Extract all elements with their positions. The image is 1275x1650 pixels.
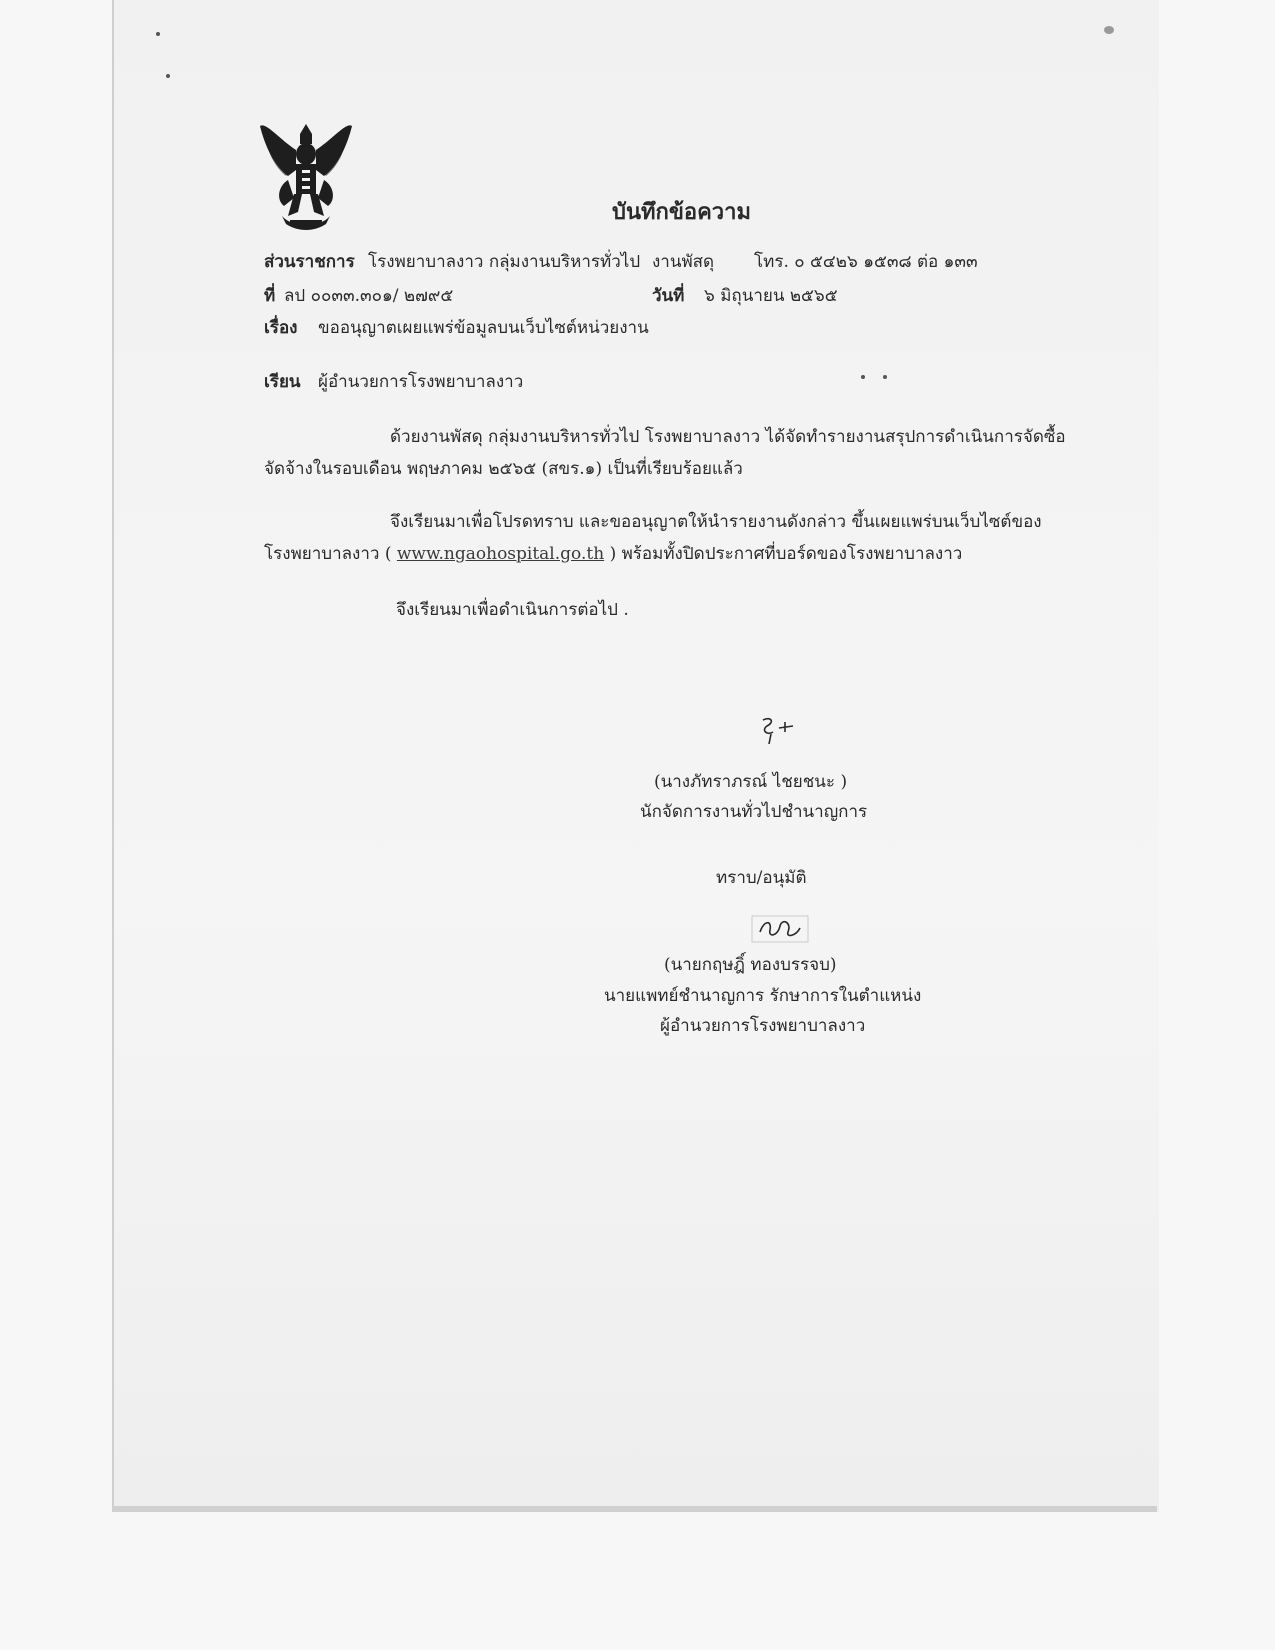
signer-1-name: (นางภัทราภรณ์ ไชยชนะ ) xyxy=(654,772,848,792)
date-value: ๖ มิถุนายน ๒๕๖๕ xyxy=(704,286,838,306)
phone-number: โทร. ๐ ๕๔๒๖ ๑๕๓๘ ต่อ ๑๓๓ xyxy=(754,252,978,272)
body-paragraph-2-line-1: จึงเรียนมาเพื่อโปรดทราบ และขออนุญาตให้นำรายงานดังกล่าว ขึ้นเผยแพร่บนเว็บไซต์ของ xyxy=(390,512,1042,532)
agency-label: ส่วนราชการ xyxy=(264,252,355,272)
reference-label: ที่ xyxy=(264,286,276,306)
approver-position-1: นายแพทย์ชำนาญการ รักษาการในตำแหน่ง xyxy=(604,986,922,1006)
approval-label: ทราบ/อนุมัติ xyxy=(716,868,807,888)
approver-name: (นายกฤษฎิ์ ทองบรรจบ) xyxy=(664,955,837,975)
body-paragraph-2-suffix: ) พร้อมทั้งปิดประกาศที่บอร์ดของโรงพยาบาลงาว xyxy=(609,544,963,564)
recipient-label: เรียน xyxy=(264,372,301,392)
page-edge-shadow xyxy=(112,1506,1157,1512)
subject-label: เรื่อง xyxy=(264,318,298,338)
signature-2-mark xyxy=(750,912,810,946)
body-paragraph-2-line-2 xyxy=(264,542,962,566)
approver-position-2: ผู้อำนวยการโรงพยาบาลงาว xyxy=(660,1016,866,1036)
body-paragraph-1-line-2: จัดจ้างในรอบเดือน พฤษภาคม ๒๕๖๕ (สขร.๑) เป็นที่เรียบร้อยแล้ว xyxy=(264,459,743,479)
subject-value: ขออนุญาตเผยแพร่ข้อมูลบนเว็บไซต์หน่วยงาน xyxy=(318,318,649,338)
reference-number: ลป ๐๐๓๓.๓๐๑/ ๒๗๙๕ xyxy=(284,286,454,306)
document-title: บันทึกข้อความ xyxy=(612,199,752,225)
speck xyxy=(156,32,160,36)
website-link[interactable]: www.ngaohospital.go.th xyxy=(396,544,605,564)
speck xyxy=(861,375,865,379)
body-paragraph-1-line-1: ด้วยงานพัสดุ กลุ่มงานบริหารทั่วไป โรงพยาบาลงาว ได้จัดทำรายงานสรุปการดำเนินการจัดซื้อ xyxy=(390,427,1066,447)
recipient-value: ผู้อำนวยการโรงพยาบาลงาว xyxy=(318,372,524,392)
date-label: วันที่ xyxy=(652,286,685,306)
punch-mark xyxy=(1104,26,1114,34)
body-paragraph-2-prefix: โรงพยาบาลงาว ( xyxy=(264,544,392,564)
agency-value: โรงพยาบาลงาว กลุ่มงานบริหารทั่วไป xyxy=(368,252,641,272)
signer-1-position: นักจัดการงานทั่วไปชำนาญการ xyxy=(640,802,868,822)
closing-line: จึงเรียนมาเพื่อดำเนินการต่อไป . xyxy=(396,600,629,620)
agency-unit: งานพัสดุ xyxy=(652,252,715,272)
speck xyxy=(883,375,887,379)
garuda-emblem-icon xyxy=(258,120,354,236)
speck xyxy=(166,74,170,78)
signature-1-mark xyxy=(753,712,803,748)
